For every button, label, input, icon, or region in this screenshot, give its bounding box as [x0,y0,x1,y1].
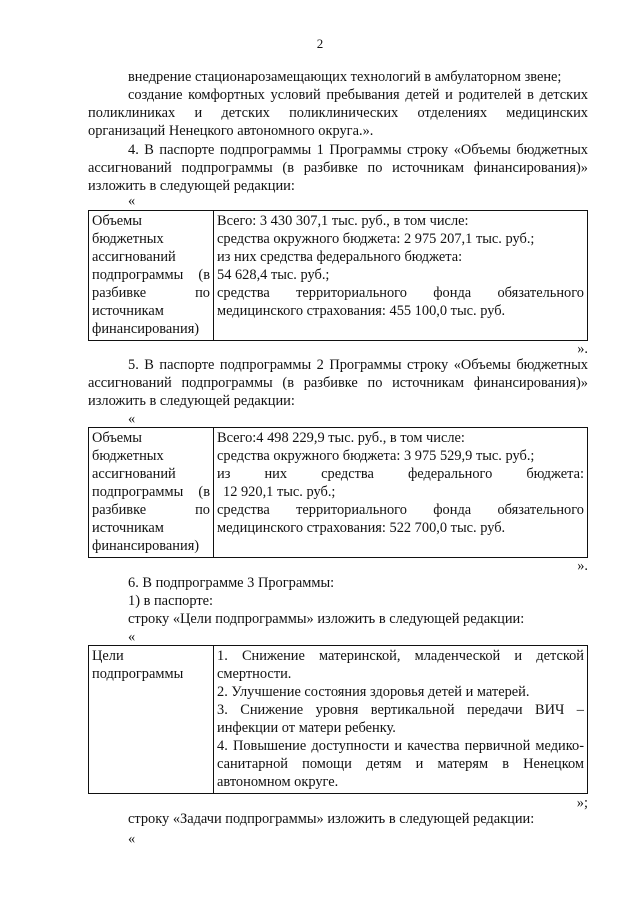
final-open-quote: « [128,831,136,847]
goal-2: 2. Улучшение состояния здоровья детей и матерей. [217,684,530,700]
budget-table-1-value: Всего: 3 430 307,1 тыс. руб., в том числе: средства окружного бюджета: 2 975 207,1 тыс. руб.; из них средства федерального бюджета: 54 628,4 тыс. руб.; средства территориального фонда обязательного медицинского страхования: 455 100,0 тыс. руб. [214,211,588,341]
budget-table-1-label: Объемы бюджетных ассигнований подпрограммы (в разбивке по источникам финансирования) [89,211,214,341]
tasks-line: строку «Задачи подпрограммы» изложить в следующей редакции: [128,811,535,827]
item-6-sub-1: 1) в паспорте: [128,593,214,609]
close-quote-1: ». [577,341,588,357]
tasks-block [88,810,588,828]
budget-table-2 [88,427,588,558]
item-6-heading: 6. В подпрограмме 3 Программы: [128,575,335,591]
goals-table [88,645,588,794]
goal-4: 4. Повышение доступности и качества первичной медико-санитарной помощи детям и матерям в Ненецком автономном округе. [217,738,584,790]
goals-table-label: Цели подпрограммы [89,646,214,794]
page-number: 2 [316,36,324,51]
open-quote-1: « [128,193,136,209]
budget-table-2-label: Объемы бюджетных ассигнований подпрограммы (в разбивке по источникам финансирования) [89,428,214,558]
open-quote-3: « [128,629,136,645]
item-5-paragraph: 5. В паспорте подпрограммы 2 Программы строку «Объемы бюджетных ассигнований подпрограммы (в разбивке по источникам финансирования)» изложить в следующей редакции: [88,357,588,409]
close-quote-2: ». [577,558,588,574]
budget-table-2-value: Всего:4 498 229,9 тыс. руб., в том числе: средства окружного бюджета: 3 975 529,9 тыс. руб.; из них средства федерального бюджета: 12 920,1 тыс. руб.; средства территориального фонда обязательного медицинского страхования: 522 700,0 тыс. руб. [214,428,588,558]
open-quote-2: « [128,411,136,427]
goals-table-value [214,646,588,794]
intro-paragraphs [88,68,588,195]
item-4-paragraph: 4. В паспорте подпрограммы 1 Программы строку «Объемы бюджетных ассигнований подпрограммы (в разбивке по источникам финансирования)» изложить в следующей редакции: [88,142,588,194]
close-quote-3: »; [576,795,588,811]
goal-1: 1. Снижение материнской, младенческой и детской смертности. [217,648,584,682]
item-6-goals-line: строку «Цели подпрограммы» изложить в следующей редакции: [128,611,525,627]
item-5-block [88,356,588,410]
goal-3: 3. Снижение уровня вертикальной передачи ВИЧ – инфекции от матери ребенку. [217,702,584,736]
budget-table-1 [88,210,588,341]
item-6-block [88,574,588,628]
intro-line-2: создание комфортных условий пребывания детей и родителей в детских поликлиниках и детских поликлинических отделениях медицинских организаций Ненецкого автономного округа.». [88,87,588,139]
intro-line-1: внедрение стационарозамещающих технологий в амбулаторном звене; [128,69,562,85]
